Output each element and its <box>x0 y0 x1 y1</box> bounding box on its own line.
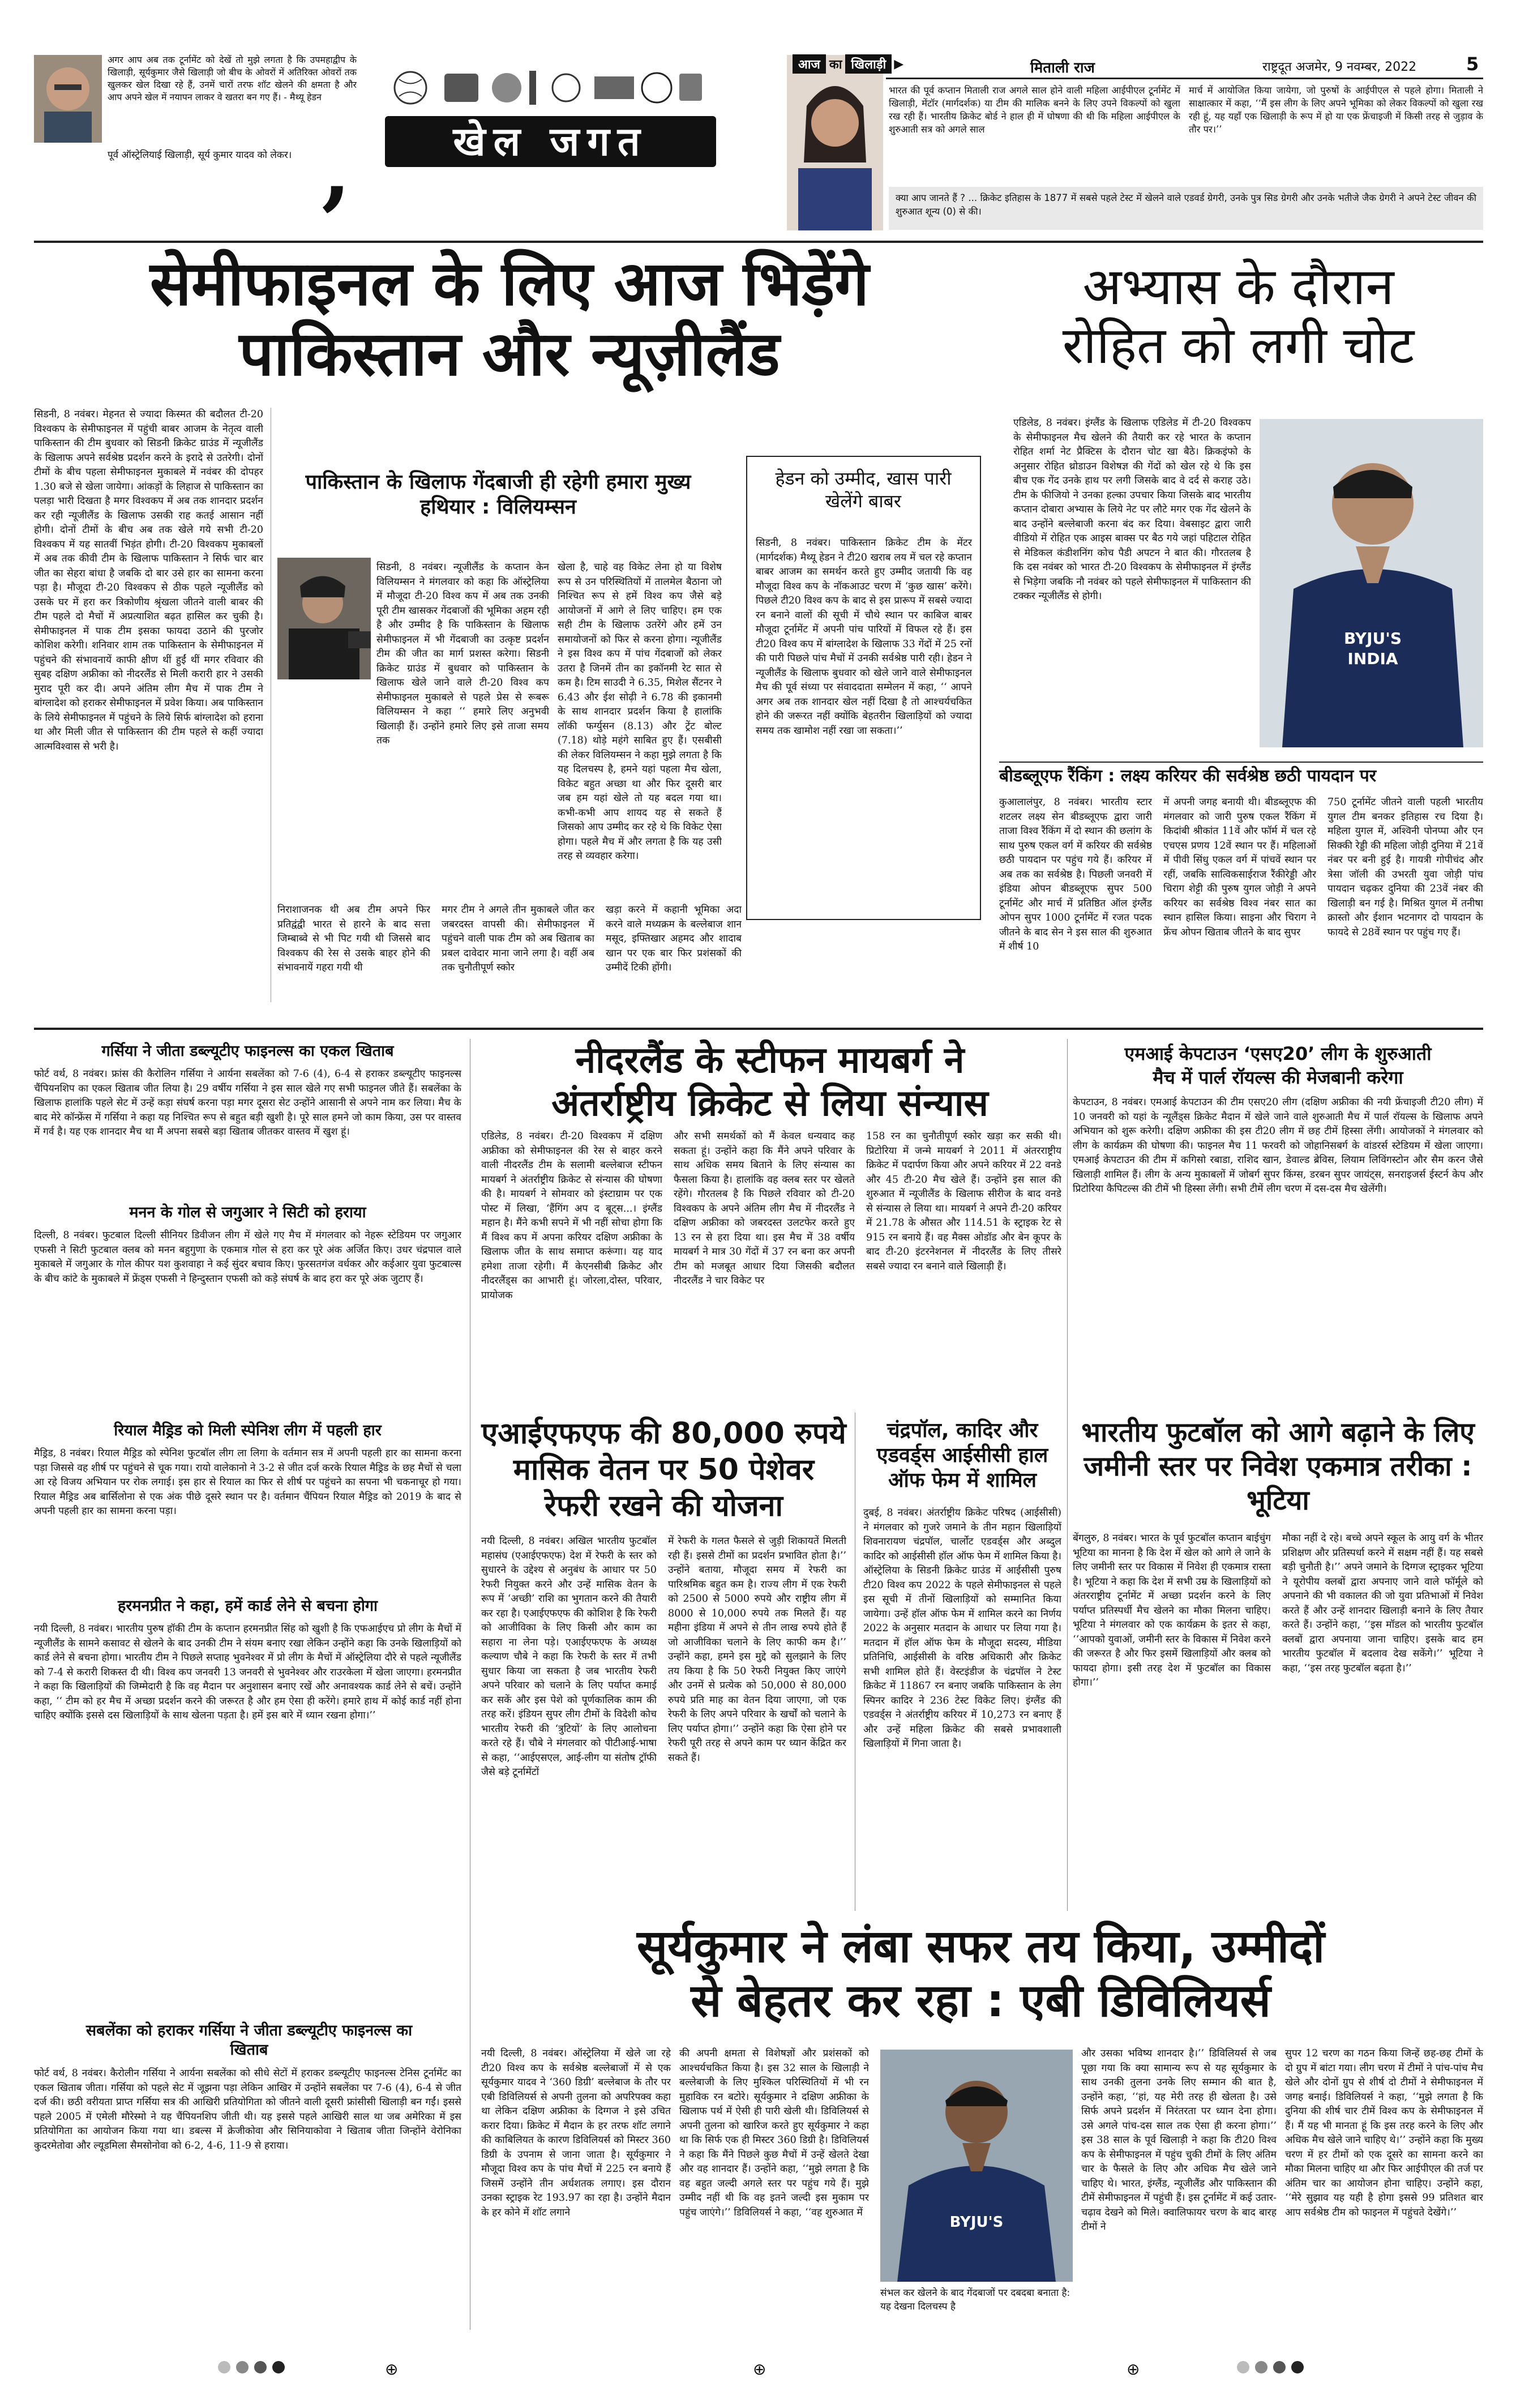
page-number: 5 <box>1466 53 1479 75</box>
sports-icons-strip <box>391 62 708 113</box>
surya-jersey-text: BYJU'S <box>949 2214 1004 2231</box>
mithali-text-col1: भारत की पूर्व कप्तान मिताली राज अगले साल होने वाली महिला आईपीएल टूर्नामेंट में खिलाड़ी, मेंटॉर (मार्गदर्शक) या टीम की मालिक बनने के लिए उपने विकल्पों को खुला रख रही हैं। भारतीय क्रिकेट बोर्ड ने हाल ही में घोषणा की थी कि महिला आईपीएल के शुरुआती सत्र को अगले साल <box>889 85 1180 135</box>
mithali-photo <box>787 55 883 230</box>
bwf-top-rule <box>999 762 1483 763</box>
hof-headline: चंद्रपॉल, कादिर और एडवर्ड्स आईसीसी हाल ऑफ फेम में शामिल <box>876 1419 1048 1492</box>
real-body: मैड्रिड, 8 नवंबर। रियाल मैड्रिड को स्पेनिश फुटबॉल लीग ला लिगा के वर्तमान सत्र में अपनी पहली हार का सामना करना पड़ा जिससे वह शीर्ष पर पहुंचने से चूक गया। रायो वालेकानो ने 3-2 से जीत दर्ज करके रियाल मैड्रिड के छह मैचों से चला आ रहे विजय अभियान पर रोक लगाई। इस हार से रियाल का फिर से शीर्ष पर पहुंचने का सपना भी चकनाचूर हो गया। रियाल मैड्रिड अब बार्सिलोना से एक अंक पीछे दूसरे स्थान पर है। वर्तमान चैंपियन रियाल मैड्रिड को 2019 के बाद से अपनी पहली हार का सामना करना पड़ा। <box>34 1448 461 1517</box>
crosshair-mark-1: ⊕ <box>385 2360 399 2379</box>
bhutia-col1: बेंगलुरु, 8 नवंबर। भारत के पूर्व फुटबॉल कप्तान बाईचुंग भूटिया का मानना है कि देश में खेल को आगे ले जाने के लिए जमीनी स्तर पर विकास में निवेश ही एकमात्र रास्ता है। भूटिया ने कहा कि देश में सभी उम्र के खिलाड़ियों को अंतरराष्ट्रीय टूर्नामेंट में अच्छा प्रदर्शन करने के लिए पर्याप्त प्रतिस्पर्धी मैच खेलने का मौका मिलना चाहिए। भूटिया ने मंगलवार को एक कार्यक्रम के इतर से कहा, ‘‘आपको युवाओं, जमीनी स्तर के विकास में निवेश करने की जरूरत है और फिर इसमें खिलाड़ियों और क्लब को फायदा होगा। इसी तरह देश में फुटबॉल का विकास होगा।’’ <box>1073 1533 1271 1688</box>
surya-headline-line1: सूर्यकुमार ने लंबा सफर तय किया, उम्मीदों <box>636 1920 1325 1973</box>
aaj-label: आज <box>793 54 826 74</box>
suryakumar-photo <box>880 2050 1073 2282</box>
registration-dots-right <box>1234 2361 1307 2376</box>
emi-headline <box>1073 1042 1483 1089</box>
lead-col3: मगर टीम ने अगले तीन मुकाबले जीत कर जबरदस्त वापसी की। सेमीफाइनल में पहुंचने वाली पाक टीम को अब खिताब का प्रबल दावेदार माना जाने लगा है। वहीं अब तक चुनौतीपूर्ण स्कोर <box>442 904 594 973</box>
player-name: मिताली राज <box>1030 59 1095 76</box>
lead-col4: खड़ा करने में कहानी भूमिका अदा करने वाले मध्यक्रम के बल्लेबाज शान मसूद, इफ्तिखार अहमद और शादाब खान पर एक बार फिर प्रशंसकों की उम्मीदें टिकी होंगी। <box>606 904 742 973</box>
crosshair-mark-3: ⊕ <box>1127 2360 1140 2379</box>
did-you-know-text: क्या आप जानते हैं ? ... क्रिकेट इतिहास के 1877 में सबसे पहले टेस्ट में खेलने वाले एडवर्ड ग्रेगरी, उनके पुत्र सिड ग्रेगरी और उनके भतीजे जैक ग्रेगरी ने अपने टेस्ट जीवन की शुरुआत शून्य (0) से की। <box>896 193 1476 217</box>
lead-headline <box>34 249 985 390</box>
lead-col2: निराशाजनक थी अब टीम अपने फिर प्रतिद्वंद्वी भारत से हारने के बाद सत्ता जिम्बाब्वे से भी पिट गयी थी जिससे बाद विश्वकप की रेस से उसके बाहर होने की संभावनायें गहरा गयी थी <box>277 904 430 973</box>
section-logo-text: खेल जगत <box>453 118 648 165</box>
did-you-know-box <box>889 187 1483 230</box>
right-col-divider <box>1067 1039 1068 1911</box>
hayden-box <box>746 456 981 920</box>
surya-col3: और उसका भविष्य शानदार है।’’ डिविलियर्स से जब पूछा गया कि क्या सामान्य रूप से यह सूर्यकुमार के साथ उनकी तुलना उनके लिए सम्मान की बात है, उन्होंने कहा, ‘‘हां, यह मेरी तरह ही खेलता है। उसे सिर्फ अपने प्रदर्शन में निरंतरता पर ध्यान देना होगा। उसे अगले पांच-दस साल तक ऐसा ही करना होगा।’’ इस 38 साल के पूर्व खिलाड़ी ने कहा कि टी20 विश्व कप के सेमीफाइनल में पहुंच चुकी टीमों के लिए अंतिम चार के फैसले के लिए और अधिक मैच खेले जाने चाहिए थे। भारत, इंग्लैंड, न्यूजीलैंड और पाकिस्तान की टीमें सेमीफाइनल में पहुंची हैं। इस टूर्नामेंट में कई उतार-चढ़ाव देखने को मिले। क्वालिफायर चरण के बाद बारह टीमों ने <box>1081 2048 1277 2232</box>
aaj-ka-khiladi-tag <box>793 55 903 73</box>
bwf-headline: बीडब्लूएफ रैंकिंग : लक्ष्य करियर की सर्वश्रेष्ठ छठी पायदान पर <box>999 766 1377 786</box>
reg-dot <box>1237 2361 1249 2373</box>
aiff-col2: में रेफरी के गलत फैसले से जुड़ी शिकायतें मिलती रही हैं। इससे टीमों का प्रदर्शन प्रभावित होता है।’’ उन्होंने बताया, मौजूदा समय में रेफरी का पारिश्रमिक बहुत कम है। राज्य लीग में एक रेफरी को 2500 से 5000 रुपये और राष्ट्रीय लीग में 8000 से 10,000 रुपये तक मिलते हैं। यह महीना इंडिया में अपने से तीन लाख रुपये होते हैं जो आजीविका चलाने के लिए काफी कम है।’’ उन्होंने कहा, हमने इस मुद्दे को सुलझाने के लिए तय किया है कि 50 रेफरी नियुक्त किए जाएंगे और उनमें से प्रत्येक को 50,000 से 80,000 रुपये प्रति माह का वेतन दिया जाएगा, जो एक रेफरी के लिए अपने परिवार के खर्चों को चलाने के लिए पर्याप्त होगा।’’ उन्होंने कहा कि ऐसा होने पर रेफरी पूरी तरह से अपने काम पर ध्यान केंद्रित कर सकते हैं। <box>668 1536 846 1764</box>
hayden-quote-text: अगर आप अब तक टूर्नामेंट को देखें तो मुझे लगता है कि उपमहाद्वीप के खिलाड़ी, सूर्यकुमार जैसे खिलाड़ी जो बीच के ओवरों में अतिरिक्त ओवरों तक खुलकर खेल दिखा रहे हैं, उनमें चारों तरफ शॉट खेलने की क्षमता है और आप अपने खेल में नयापन लाकर वे खतरा बन गए हैं। - मैथ्यू हेडन <box>108 54 357 102</box>
surya-headline-line2: से बेहतर कर रहा : एबी डिविलियर्स <box>691 1974 1271 2027</box>
maybergh-col3: 158 रन का चुनौतीपूर्ण स्कोर खड़ा कर सकी थी। प्रिटोरिया में जन्मे मायबर्ग ने 2011 में अंतरराष्ट्रीय क्रिकेट में पदार्पण किया और अपने करियर में 22 वनडे और 45 टी-20 मैच खेले हैं। उन्होंने इस साल की शुरुआत में न्यूजीलैंड के खिलाफ सीरीज के बाद वनडे से संन्यास ले लिया था। मायबर्ग ने अपने टी-20 करियर में 21.78 के औसत और 114.51 के स्ट्राइक रेट से 915 रन बनाये हैं। वह मैक्स ओडॉड और बेन कूपर के बाद टी-20 इंटरनेशनल में नीदरलैंड के लिए तीसरे सबसे ज्यादा रन बनाने वाले खिलाड़ी हैं। <box>866 1131 1061 1272</box>
dateline: राष्ट्रदूत अजमेर, 9 नवम्बर, 2022 <box>1262 60 1417 74</box>
surya-headline <box>478 1919 1483 2028</box>
reg-dot <box>218 2361 230 2373</box>
garcia-top-headline: गर्सिया ने जीता डब्ल्यूटीए फाइनल्स का एकल खिताब <box>101 1042 394 1060</box>
williamson-col1: सिडनी, 8 नवंबर। न्यूजीलैंड के कप्तान केन विलियम्सन ने मंगलवार को कहा कि ऑस्ट्रेलिया में मौजूदा टी-20 विश्व कप में अब तक उनकी पूरी टीम खासकर गेंदबाजों की भूमिका अहम रही है और उम्मीद है कि पाकिस्तान के खिलाफ सेमीफाइनल में भी गेंदबाजी का उत्कृष्ट प्रदर्शन टीम की जीत का मार्ग प्रशस्त करेगा। सिडनी क्रिकेट ग्राउंड में बुधवार को पाकिस्तान के खिलाफ खेले जाने वाले टी-20 विश्व कप सेमीफाइनल मुकाबले से पहले प्रेस से रूबरू विलियम्सन ने कहा ‘‘ हमारे लिए अनुभवी खिलाड़ी हैं। उन्होंने हमारे लिए इसे ताजा समय तक <box>376 562 549 746</box>
middle-rule <box>34 1028 1483 1030</box>
lead-col1: सिडनी, 8 नवंबर। मेहनत से ज्यादा किस्मत की बदौलत टी-20 विश्वकप के सेमीफाइनल में पहुंची बाबर आजम के नेतृत्व वाली पाकिस्तान की टीम बुधवार को सिडनी क्रिकेट ग्राउंड में न्यूजीलैंड के खिलाफ अपने सर्वश्रेष्ठ प्रदर्शन करने के इरादे से उतरेगी। दोनों टीमों के बीच पहला सेमीफाइनल मुकाबले में नवंबर की दोपहर 1.30 बजे से खेला जायेगा। आंकड़ों के लिहाज से पाकिस्तान का पलड़ा भारी दिखता है मगर विश्वकप में अब तक शानदार प्रदर्शन कर रही न्यूजीलैंड के खिलाफ उसकी राह कतई आसान नहीं होगी। दोनों टीमों के बीच अब तक खेले गये सभी टी-20 विश्वकप में यह सातवीं भिड़ंत होगी। टी-20 विश्वकप मुकाबलों में अब तक कीवी टीम के खिलाफ पाकिस्तान ने सिर्फ चार बार जीत का सेहरा बांधा है जबकि दो बार उसे हार का सामना करना पड़ा है। मौजूदा टी-20 विश्वकप से ठीक पहले न्यूजीलैंड को उसके घर में हरा कर त्रिकोणीय श्रृंखला जीतने वाली बाबर की टीम पहले दो मैचों में अप्रत्याशित बढ़त हासिल कर चुकी है। सेमीफाइनल में पाक टीम इसका फायदा उठाने की पुरजोर कोशिश करेगी। शनिवार शाम तक पाकिस्तान के सेमीफाइनल में पहुंचने की संभावनायें काफी क्षीण थीं हुईं थीं मगर रविवार की सुबह दक्षिण अफ्रीका को नीदरलैंड से मिली करारी हार ने उसकी मुराद पूरी कर दी। अपने अंतिम लीग मैच में पाक टीम ने बांग्लादेश को हराकर सेमीफाइनल में प्रवेश किया। अब पाकिस्तान के लिये सेमीफाइनल में पहुंचने के लिये सिर्फ बांग्लादेश को हराना था और मिली जीत से पाकिस्तान की टीम पहले से कहीं ज्यादा आत्मविश्वास से भरी है। <box>34 409 263 752</box>
reg-dot <box>1255 2361 1267 2373</box>
sabalenka-headline: सबलेंका को हराकर गर्सिया ने जीता डब्ल्यूटीए फाइनल्स का खिताब <box>85 2022 413 2059</box>
surya-col4: सुपर 12 चरण का गठन किया जिन्हें छह-छह टीमों के दो ग्रुप में बांटा गया। लीग चरण में टीमों ने पांच-पांच मैच खेले और दोनों ग्रुप से शीर्ष दो टीमों ने सेमीफाइनल में जगह बनाई। डिविलियर्स ने कहा, ‘‘मुझे लगता है कि दुनिया की शीर्ष चार टीमें विश्व कप के सेमीफाइनल में हैं। मैं यह भी मानता हूं कि इस तरह करने के लिए और अधिक मैच खेले जाने चाहिए थे।’’ उन्होंने कहा कि मुख्य चरण में हर टीमों को एक दूसरे का सामना करने का मौका मिलना चाहिए था और फिर आईपीएल की तर्ज पर अंतिम चार का आयोजन होना चाहिए। उन्होंने कहा, ‘‘मेरे सुझाव यह यही है होगा इससे 99 प्रतिशत बार आप सर्वश्रेष्ठ टीम को फाइनल में पहुंचते देखेंगे।’’ <box>1285 2048 1483 2218</box>
harmanpreet-headline: हरमनप्रीत ने कहा, हमें कार्ड लेने से बचना होगा <box>117 1597 378 1615</box>
tag-arrow-icon: ▶ <box>894 57 904 71</box>
section-logo-khel-jagat <box>385 116 716 167</box>
lead-headline-line1: सेमीफाइनल के लिए आज भिड़ेंगे <box>149 249 870 319</box>
rohit-photo <box>1260 419 1483 747</box>
hayden-photo <box>34 55 102 143</box>
emi-body: केपटाउन, 8 नवंबर। एमआई केपटाउन की टीम एसए20 लीग (दक्षिण अफ्रीका की नयी फ्रेंचाइजी टी20 लीग) में 10 जनवरी को यहां के न्यूलैंड्स क्रिकेट मैदान में खेले जाने वाले शुरुआती मैच में पार्ल रॉयल्स के खिलाफ अपने अभियान को शुरू करेगी। दक्षिण अफ्रीका की इस टी20 लीग में छह टीमें हिस्सा लेंगी। आयोजकों ने मंगलवार को लीग के कार्यक्रम की घोषणा की। फाइनल मैच 11 फरवरी को जोहानिसबर्ग के वांडरर्स स्टेडियम में खेला जाएगा। एमआई केपटाउन की टीम में कगिसो रबाडा, राशिद खान, डेवाल्ड ब्रेविस, लियाम लिविंगस्टोन और सैम करन जैसे खिलाड़ी शामिल हैं। लीग के अन्य मुकाबलों में जोबर्ग सुपर किंग्स, डरबन सुपर जायंट्स, सनराइजर्स ईस्टर्न केप और प्रिटोरिया कैपिटल्स की टीमें भी हिस्सा लेंगी। सभी टीमें लीग चरण में दस-दस मैच खेलेंगी। <box>1073 1097 1483 1195</box>
hayden-headline: हेडन को उम्मीद, खास पारी खेलेंगे बाबर <box>775 468 952 512</box>
reg-dot <box>272 2361 285 2373</box>
crosshair-mark-2: ⊕ <box>753 2360 766 2379</box>
maybergh-col2: और सभी समर्थकों को मैं केवल धन्यवाद कह सकता हूं। उन्होंने कहा कि मैंने अपने परिवार के साथ अधिक समय बिताने के लिए संन्यास का फैसला किया है। हालांकि वह क्लब स्तर पर खेलते रहेंगे। गौरतलब है कि पिछले रविवार को टी-20 विश्वकप के अपने अंतिम लीग मैच में नीदरलैंड ने दक्षिण अफ्रीका को जबरदस्त उलटफेर करते हुए 13 रन से हरा दिया था। इस मैच में 38 वर्षीय मायबर्ग ने मात्र 30 गेंदों में 37 रन बना कर अपनी टीम को मजबूत आधार दिया जिसकी बदौलत नीदरलैंड ने चार विकेट पर <box>674 1131 855 1286</box>
williamson-headline: पाकिस्तान के खिलाफ गेंदबाजी ही रहेगी हमारा मुख्य हथियार : विलियम्सन <box>305 471 691 519</box>
surya-col1: नयी दिल्ली, 8 नवंबर। ऑस्ट्रेलिया में खेले जा रहे टी20 विश्व कप के सर्वश्रेष्ठ बल्लेबाजों में से एक सूर्यकुमार यादव ने ‘360 डिग्री’ बल्लेबाज के तौर पर एबी डिविलियर्स से अपनी तुलना को अपरिपक्व कहा था लेकिन दक्षिण अफ्रीका के दिग्गज ने इसे उचित करार दिया। क्रिकेट में मैदान के हर तरफ शॉट लगाने की काबिलियत के कारण डिविलियर्स को मिस्टर 360 डिग्री के उपनाम से जाना जाता है। सूर्यकुमार ने मौजूदा विश्व कप के पांच मैचों में 225 रन बनाये हैं जिसमें उन्होंने तीन अर्धशतक लगाए। इस दौरान उनका स्ट्राइक रेट 193.97 का रहा है। उन्होंने मैदान के हर कोने में शॉट लगाने <box>481 2048 671 2218</box>
maybergh-col1: एडिलेड, 8 नवंबर। टी-20 विश्वकप में दक्षिण अफ्रीका को सेमीफाइनल की रेस से बाहर करने वाली नीदरलैंड टीम के सलामी बल्लेबाज स्टीफन मायबर्ग ने अंतर्राष्ट्रीय क्रिकेट से संन्यास की घोषणा की है। मायबर्ग ने सोमवार को इंस्टाग्राम पर एक पोस्ट में लिखा, ‘हैंगिंग अप द बूट्स...। इंग्लैंड महान है। मैंने कभी सपने में भी नहीं सोचा होगा कि मैं विश्व कप में अपना करियर दक्षिण अफ्रीका के खिलाफ जीत के साथ समाप्त करूंगा। यह याद हमेशा ताजा रहेगी। मैं केएनसीबी क्रिकेट और नीदरलैंड्स का आभारी हूं। जोरला,दोस्त, परिवार, प्रायोजक <box>481 1131 662 1301</box>
williamson-photo <box>277 558 371 679</box>
real-headline: रियाल मैड्रिड को मिली स्पेनिश लीग में पहली हार <box>114 1422 382 1439</box>
maybergh-headline <box>478 1039 1061 1125</box>
masthead-top-rule <box>886 78 1483 79</box>
williamson-col2: खेला है, चाहे वह विकेट लेना हो या विशेष रूप से उन परिस्थितियों में तालमेल बैठाना जो निश्चित रूप से हमें विश्व कप जैसे बड़े आयोजनों में आगे ले लिए चाहिए। हम एक सही टीम के खिलाफ उतरेंगे और हमें उन समायोजनों को फिर से करना होगा। न्यूजीलैंड ने इस विश्व कप में पांच गेंदबाजों को लेकर उतरा है जिनमें तीन का इकॉनमी रेट सात से कम है। टिम साउदी ने 6.35, मिशेल सैंटनर ने 6.43 और ईश सोढ़ी ने 6.78 की इकानमी के साथ शानदार प्रदर्शन किया है हालांकि लॉकी फर्ग्युसन (8.13) और ट्रेंट बोल्ट (7.18) थोड़े महंगे साबित हुए हैं। एसबीसी की लेकर विलियम्सन ने कहा मुझे लगता है कि यह दिलचस्प है, हमने यहां पहला मैच खेला, विकेट बहुत अच्छा था और फिर दूसरी बार जब हम यहां खेले तो यह बदल गया था। कभी-कभी आप शायद यह से सकते हैं जिसको आप उम्मीद कर रहे थे कि विकेट ऐसा होगा। पहले मैच में और लगता है कि यह उसी तरह से व्यवहार करेगा। <box>558 562 722 862</box>
rohit-jersey-text: BYJU'S INDIA <box>1344 629 1402 668</box>
lead-headline-line2: पाकिस्तान और न्यूज़ीलैंड <box>239 319 780 390</box>
bwf-col3: 750 टूर्नामेंट जीतने वाली पहली भारतीय युगल टीम बनकर इतिहास रच दिया है। महिला युगल में, अश्विनी पोनप्पा और एन सिक्की रेड्डी की महिला जोड़ी दुनिया में 21वें नंबर पर बनी हुई है। गायत्री गोपीचंद और त्रेसा जॉली की उभरती युवा जोड़ी पांच पायदान चढ़कर दुनिया की 23वें नंबर की खिलाड़ी बन गई है। मिश्रित युगल में तनीषा क्रास्तो और ईशान भटनागर दो पायदान के फायदे से 28वें स्थान पर पहुंच गए हैं। <box>1327 797 1483 938</box>
hayden-body: सिडनी, 8 नवंबर। पाकिस्तान क्रिकेट टीम के मेंटर (मार्गदर्शक) मैथ्यू हेडन ने टी20 खराब लय में चल रहे कप्तान बाबर आजम का समर्थन करते हुए उम्मीद जतायी कि वह मौजूदा विश्व कप के नॉकआउट चरण में ‘कुछ खास’ करेंगे। पिछले टी20 विश्व कप के बाद से इस प्रारूप में सबसे ज्यादा रन बनाने वालों की सूची में चौथे स्थान पर काबिज बाबर मौजूदा टूर्नामेंट में अपनी पांच पारियों में विफल रहे हैं। इस टी20 विश्व कप में बांग्लादेश के खिलाफ 33 गेंदों में 25 रनों की पारी पिछले पांच मैचों में उनकी सर्वश्रेष्ठ पारी रही। हेडन ने न्यूजीलैंड के खिलाफ बुधवार को खेले जाने वाले सेमीफाइनल मैच की पूर्व संध्या पर संवाददाता सम्मेलन में कहा, ‘‘ आपने अगर अब तक शानदार खेल नहीं दिखा है तो आश्चर्यचकित होने की जरूरत नहीं क्योंकि बेहतरीन खिलाड़ियों को ज्यादा समय तक खामोश नहीं रखा जा सकता।’’ <box>756 537 972 737</box>
hayden-quote-caption: पूर्व ऑस्ट्रेलियाई खिलाड़ी, सूर्य कुमार यादव को लेकर। <box>108 149 292 161</box>
sabalenka-body: फोर्ट वर्थ, 8 नवंबर। कैरोलीन गर्सिया ने आर्यना सबलेंका को सीधे सेटों में हराकर डब्ल्यूटीए फाइनल्स टेनिस टूर्नामेंट का एकल खिताब जीता। गर्सिया को पहले सेट में जूझना पड़ा लेकिन आखिर में उन्होंने सबलेंका पर 7-6 (4), 6-4 से जीत दर्ज की। छठी वरीयता प्राप्त गर्सिया सत्र की आखिरी प्रतियोगिता को जीतने वाली दूसरी फ्रांसीसी खिलाड़ी बन गईं। इससे पहले 2005 में एमेली मौरेस्मो ने यह चैंपियनशिप जीती थी। यह इससे पहले आखिरी साल था जब अमेरिका में इस प्रतियोगिता का आयोजन किया गया था। डबल्स में क्रेजीकोवा और सिनियाकोवा ने खिताब जीता जिन्होंने वेरोनिका कुदरमेतोवा और ल्यूडमिला सैमसोनोवा को 6-2, 4-6, 11-9 से हराया। <box>34 2068 461 2152</box>
garcia-top-body: फोर्ट वर्थ, 8 नवंबर। फ्रांस की कैरोलिन गर्सिया ने आर्यना सबलेंका को 7-6 (4), 6-4 से हराकर डब्ल्यूटीए फाइनल्स चैंपियनशिप का एकल खिताब जीत लिया है। 29 वर्षीय गर्सिया ने इस साल खेले गए सभी फाइनल जीते हैं। सबलेंका के खिलाफ हालांकि पहले सेट में उन्हें कड़ा संघर्ष करना पड़ा मगर दूसरा सेट उन्होंने आसानी से अपने नाम कर लिया। मैच के बाद मेरे कॉन्फ्रेंस में गर्सिया ने कहा यह निश्चित रूप से बहुत बड़ी खुशी है। पूरे साल हमने जो काम किया, उस पर वास्तव में गर्व है। यह एक शानदार मैच था मैं अपना सबसे बड़ा खिताब जीतकर वास्तव में खुश हूं। <box>34 1068 461 1137</box>
rohit-headline-line1: अभ्यास के दौरान <box>1082 257 1394 316</box>
bwf-col1: कुआलालंपुर, 8 नवंबर। भारतीय स्टार शटलर लक्ष्य सेन बीडब्लूएफ द्वारा जारी ताजा विश्व रैंकिंग में दो स्थान की छलांग के साथ पुरुष एकल वर्ग में करियर की सर्वश्रेष्ठ छठी पायदान पर पहुंच गये हैं। करियर में अब तक का सर्वश्रेष्ठ है। पिछली जनवरी में इंडिया ओपन बीडब्लूएफ सुपर 500 टूर्नामेंट और मार्च में प्रतिष्ठित ऑल इंग्लैंड ओपन सुपर 1000 टूर्नामेंट में रजत पदक जीतने के बाद सेन ने इस साल की शुरुआत में शीर्ष 10 <box>999 797 1152 952</box>
ka-label: का <box>829 58 842 72</box>
khiladi-label: खिलाड़ी <box>845 54 892 74</box>
mannan-body: दिल्ली, 8 नवंबर। फुटबाल दिल्ली सीनियर डिवीजन लीग में खेले गए मैच में मंगलवार को नेहरू स्टेडियम पर जगुआर एफसी ने सिटी फुटबाल क्लब को मनन बहुगुणा के एकमात्र गोल से हरा कर पूरे अंक अर्जित किए। उधर चंद्रपाल वाले मुकाबले में जगुआर के गोल कीपर यश कुशवाहा ने कई सुंदर बचाव किए। फुरसतगंज वर्धकर और कईआर युवा फुटबाल्स के बीच कांटे के मुकाबले में फ्रेंड्स एफसी ने हिन्दुस्तान एफसी को कड़े संघर्ष के बाद हरा कर पूरे अंक जुटाए हैं। <box>34 1230 461 1285</box>
rohit-body: एडिलेड, 8 नवंबर। इंग्लैंड के खिलाफ एडिलेड में टी-20 विश्वकप के सेमीफाइनल मैच खेलने की तैयारी कर रहे भारत के कप्तान रोहित शर्मा नेट प्रैक्टिस के दौरान चोट खा बैठे। क्रिकइंफो के अनुसार रोहित थ्रोडाउन विशेषज्ञ की गेंदों को खेल रहे थे कि इस बीच एक गेंद उनके हाथ पर लगी जिसके बाद वे दर्द से कराह उठे। टीम के फीजियो ने उनका हल्का उपचार किया जिसके बाद भारतीय कप्तान दोबारा अभ्यास के लिये नेट पर लौटे मगर एक गेंद खेलने के बाद उन्होंने बल्लेबाजी करना बंद कर दिया। वेबसाइट द्वारा जारी वीडियो में रोहित एक आइस बाक्स पर बैठ गये जहां पहिटाल रोहित से मेडिकल कंडीशनिंग कोच पैडी अपटन ने बात की। गौरतलब है कि दस नवंबर को भारत टी-20 विश्वकप के सेमीफाइनल में इंग्लैंड से भिड़ेगा जबकि नौ नवंबर को पहले सेमीफाइनल में पाकिस्तान की टक्कर न्यूजीलैंड से होगी। <box>1013 417 1251 602</box>
bhutia-headline: भारतीय फुटबॉल को आगे बढ़ाने के लिए जमीनी स्तर पर निवेश एकमात्र तरीका : भूटिया <box>1081 1417 1475 1516</box>
maybergh-headline-line1: नीदरलैंड के स्टीफन मायबर्ग ने <box>575 1040 965 1081</box>
registration-dots-left <box>215 2361 288 2376</box>
emi-headline-line2: मैच में पार्ल रॉयल्स की मेजबानी करेगा <box>1153 1067 1403 1088</box>
rohit-headline-line2: रोहित को लगी चोट <box>1062 316 1415 375</box>
reg-dot <box>1291 2361 1304 2373</box>
reg-dot <box>236 2361 249 2373</box>
maybergh-headline-line2: अंतर्राष्ट्रीय क्रिकेट से लिया संन्यास <box>551 1083 988 1124</box>
hof-body: दुबई, 8 नवंबर। अंतर्राष्ट्रीय क्रिकेट परिषद (आईसीसी) ने मंगलवार को गुजरे जमाने के तीन महान खिलाड़ियों शिवनारायण चंद्रपॉल, चार्लोट एडवर्ड्स और अब्दुल कादिर को आईसीसी हॉल ऑफ फेम में शामिल किया है। ऑस्ट्रेलिया के सिडनी क्रिकेट ग्राउंड में आईसीसी पुरुष टी20 विश्व कप 2022 के पहले सेमीफाइनल से पहले इस सूची में तीनों खिलाड़ियों को सम्मानित किया जायेगा। उन्हें हॉल ऑफ फेम में शामिल करने का निर्णय 2022 के अनुसार मतदान के आधार पर लिया गया है। मतदान में हॉल ऑफ फेम के मौजूदा सदस्य, मीडिया प्रतिनिधि, आईसीसी के वरिष्ठ अधिकारी और क्रिकेट सभी शामिल होते हैं। वेस्टइंडीज के चंद्रपॉल ने टेस्ट क्रिकेट में 11867 रन बनाए जबकि पाकिस्तान के लेग स्पिनर कादिर ने 236 टेस्ट विकेट लिए। इंग्लैंड की एडवर्ड्स ने अंतर्राष्ट्रीय करियर में 10,273 रन बनाए हैं और उन्हें महिला क्रिकेट की सबसे प्रभावशाली खिलाड़ियों में गिना जाता है। <box>863 1507 1061 1750</box>
aiff-col1: नयी दिल्ली, 8 नवंबर। अखिल भारतीय फुटबॉल महासंघ (एआईएफएफ) देश में रेफरी के स्तर को सुधारने के उद्देश्य से अनुबंध के आधार पर 50 रेफरी नियुक्त करने और उन्हें मासिक वेतन के रूप में ‘अच्छी’ राशि का भुगतान करने की तैयारी कर रहा है। एआईएफएफ की कोशिश है कि रेफरी को आजीविका के लिए किसी और काम का सहारा ना लेना पड़े। एआईएफएफ के अध्यक्ष कल्याण चौबे ने कहा कि रेफरी के स्तर में तभी सुधार किया जा सकता है जब भारतीय रेफरी अपने परिवार को चलाने के लिए पर्याप्त कमाई कर सकें और इस पेशे को पूर्णकालिक काम की तरह करें। इंडियन सुपर लीग टीमों के विदेशी कोच भारतीय रेफरी की ‘त्रुटियों’ के लिए आलोचना करते रहे हैं। चौबे ने मंगलवार को पीटीआई-भाषा से कहा, ‘‘आईएसएल, आई-लीग या संतोष ट्रॉफी जैसे बड़े टूर्नामेंटों <box>481 1536 657 1778</box>
surya-photo-caption: संभल कर खेलने के बाद गेंदबाजों पर दबदबा बनाता है: यह देखना दिलचस्प है <box>880 2287 1070 2312</box>
emi-headline-line1: एमआई केपटाउन ‘एसए20’ लीग के शुरुआती <box>1124 1043 1432 1064</box>
masthead-bottom-rule <box>34 241 1483 243</box>
quote-comma-mark: , <box>322 120 352 220</box>
mannan-headline: मनन के गोल से जगुआर ने सिटी को हराया <box>129 1204 366 1221</box>
rohit-headline <box>999 258 1478 375</box>
bwf-col2: में अपनी जगह बनायी थी। बीडब्लूएफ की मंगलवार को जारी पुरुष एकल रैंकिंग में किदांबी श्रीकांत 11वें और फॉर्म में चल रहे एचएस प्रणय 12वें स्थान पर हैं। महिलाओं में पीवी सिंधु एकल वर्ग में पांचवें स्थान पर रहीं, जबकि सात्विकसाईराज रैंकीरेड्डी और चिराग शेट्टी की पुरुष युगल जोड़ी ने अपने करियर का सर्वश्रेष्ठ विश्व नंबर सात का स्थान हासिल किया। साइना और चिराग ने फ्रेंच ओपन खिताब जीतने के बाद सुपर <box>1163 797 1316 938</box>
bhutia-col2: मौका नहीं दे रहे। बच्चे अपने स्कूल के आयु वर्ग के भीतर प्रशिक्षण और प्रतिस्पर्धा करने में सक्षम नहीं हैं। यह सबसे बड़ी चुनौती है।’’ अपने जमाने के दिग्गज स्ट्राइकर भूटिया ने यूरोपीय क्लबों द्वारा अपनाए जाने वाले फॉर्मूले को अपनाने की भी वकालत की जो युवा प्रतिभाओं में निवेश करते हैं और उन्हें शानदार खिलाड़ी बनाने के लिए तैयार करते हैं। उन्होंने कहा, ‘‘इस मॉडल को भारतीय फुटबॉल क्लबों द्वारा अपनाया जाना चाहिए। इसके बाद हम भारतीय फुटबॉल में बदलाव देख सकेंगे।’’ भूटिया ने कहा, ‘‘इस तरह फुटबॉल बढ़ता है।’’ <box>1282 1533 1483 1674</box>
mithali-text-col2: मार्च में आयोजित किया जायेगा, जो पुरुषों के आईपीएल से पहले होगा। मिताली ने साक्षात्कार में कहा, ‘‘मैं इस लीग के लिए अपने भूमिका को लेकर विकल्पों को खुला रख रही हूं, यह यहाँ एक खिलाड़ी के रूप में हो या एक फ्रेंचाइजी में किसी तरह से जुड़ाव के तौर पर।’’ <box>1189 85 1483 135</box>
harmanpreet-body: नयी दिल्ली, 8 नवंबर। भारतीय पुरुष हॉकी टीम के कप्तान हरमनप्रीत सिंह को खुशी है कि एफआईएच प्रो लीग के मैचों में न्यूजीलैंड के सामने कसावट से खेलने के बाद उनकी टीम ने संयम बनाए रखा लेकिन उन्होंने कहा कि उनके खिलाड़ियों को कार्ड लेने से बचना होगा। भारतीय टीम ने पिछले सप्ताह भुवनेश्वर में प्रो लीग के मैचों में ऑस्ट्रेलिया दौरे से पहले न्यूजीलैंड को 7-4 से करारी शिकस्त दी थी। विश्व कप जनवरी 13 जनवरी से भुवनेश्वर और राउरकेला में खेला जाएगा। हरमनप्रीत ने कहा कि खिलाड़ियों की जिम्मेदारी है कि वह मैदान पर अनुशासन बनाए रखें और अनावश्यक कार्ड लेने से बचें। उन्होंने कहा, ‘‘ टीम को हर मैच में अच्छा प्रदर्शन करने की जरूरत है और हम ऐसा ही करेंगे। हमारे हाथ में कोई कार्ड नहीं होना चाहिए क्योंकि इससे दस खिलाड़ियों के साथ खेलना पड़ता है। हमें इस बारे में ध्यान रखना होगा।’’ <box>34 1623 461 1721</box>
surya-col2: की अपनी क्षमता से विशेषज्ञों और प्रशंसकों को आश्चर्यचकित किया है। इस 32 साल के खिलाड़ी ने बल्लेबाजी के लिए मुश्किल परिस्थितियों में भी रन मुहाविक रन बटोरे। सूर्यकुमार ने दक्षिण अफ्रीका के खिलाफ पर्थ में ऐसी ही पारी खेली थी। डिविलियर्स से अपनी तुलना को खारिज करते हुए सूर्यकुमार ने कहा था कि सिर्फ एक ही मिस्टर 360 डिग्री है। डिविलियर्स ने कहा कि मैंने पिछले कुछ मैचों में उन्हें खेलते देखा और वह शानदार हैं। उन्होंने कहा, ‘‘मुझे लगता है कि वह बहुत जल्दी अगले स्तर पर पहुंच गये हैं। मुझे उम्मीद नहीं थी कि वह इतने जल्दी इस मुकाम पर पहुंच जाएंगे।’’ डिविलियर्स ने कहा, ‘‘वह शुरुआत में <box>679 2048 869 2218</box>
reg-dot <box>1273 2361 1286 2373</box>
reg-dot <box>254 2361 267 2373</box>
aiff-headline: एआईएफएफ की 80,000 रुपये मासिक वेतन पर 50 पेशेवर रेफरी रखने की योजना <box>481 1417 846 1523</box>
